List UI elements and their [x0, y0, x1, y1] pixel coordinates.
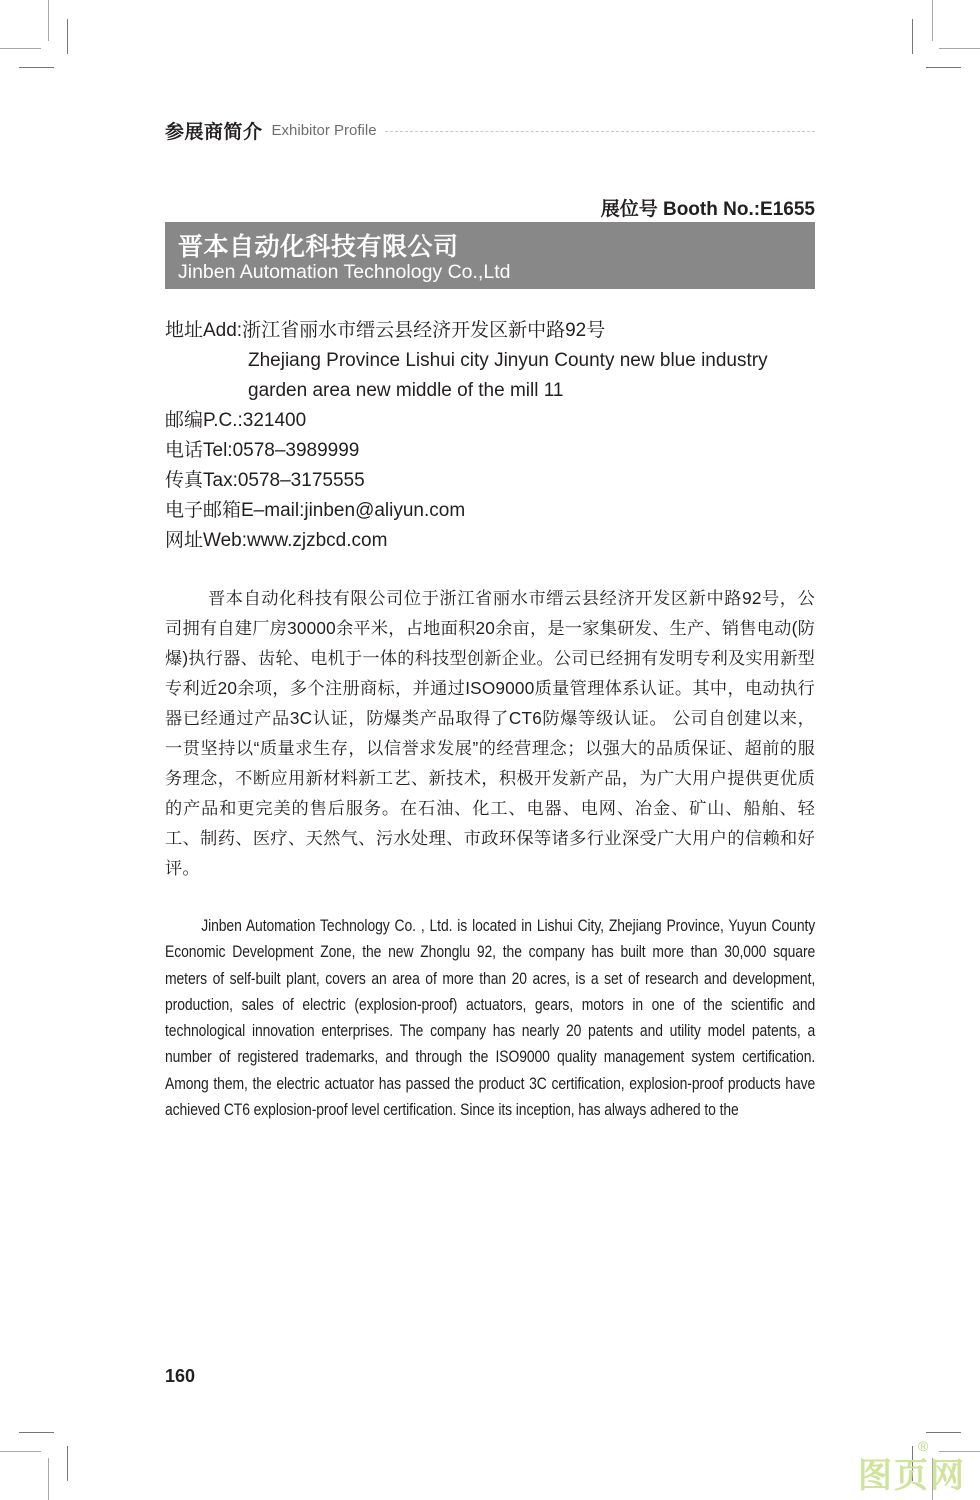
telephone: 电话Tel:0578–3989999 — [165, 440, 360, 461]
registered-icon: ® — [918, 1438, 931, 1454]
watermark-text: 图页网 — [858, 1457, 966, 1495]
watermark-logo — [858, 1438, 966, 1497]
crop-mark — [19, 67, 54, 68]
company-name-cn: 晋本自动化科技有限公司 — [178, 233, 459, 261]
crop-mark — [926, 1432, 961, 1433]
booth-number: 展位号 Booth No.:E1655 — [600, 199, 815, 220]
description-cn: 晋本自动化科技有限公司位于浙江省丽水市缙云县经济开发区新中路92号，公司拥有自建厂房30000余平米，占地面积20余亩，是一家集研发、生产、销售电动(防爆)执行器、齿轮、电机于一体的科技型创新企业。公司已经拥有发明专利及实用新型专利近20余项，多个注册商标，并通过ISO9000质量管理体系认证。其中，电动执行器已经通过产品3C认证，防爆类产品取得了CT6防爆等级认证。 公司自创建以来，一贯坚持以“质量求生存，以信誉求发展”的经营理念；以强大的品质保证、超前的服务理念，不断应用新材料新工艺、新技术，积极开发新产品，为广大用户提供更优质的产品和更完美的售后服务。在石油、化工、电器、电网、冶金、矿山、船舶、轻工、制药、医疗、天然气、污水处理、市政环保等诸多行业深受广大用户的信赖和好评。 — [165, 588, 815, 878]
crop-mark — [67, 19, 68, 54]
crop-mark — [932, 0, 933, 41]
postcode: 邮编P.C.:321400 — [165, 410, 307, 431]
crop-mark — [48, 0, 49, 41]
crop-mark — [0, 48, 41, 49]
address-label: 地址Add: — [165, 320, 243, 341]
address-cn: 浙江省丽水市缙云县经济开发区新中路92号 — [242, 320, 606, 341]
section-title-en: Exhibitor Profile — [271, 121, 377, 139]
crop-mark — [0, 1451, 41, 1452]
crop-mark — [67, 1446, 68, 1481]
company-banner — [165, 222, 815, 289]
address-en-line2: garden area new middle of the mill 11 — [248, 380, 564, 401]
address-en-line1: Zhejiang Province Lishui city Jinyun County new blue industry — [248, 350, 768, 371]
fax: 传真Tax:0578–3175555 — [165, 470, 365, 491]
section-header — [165, 117, 815, 143]
address-line — [165, 316, 825, 346]
crop-mark — [48, 1458, 49, 1500]
crop-mark — [939, 48, 980, 49]
email: 电子邮箱E–mail:jinben@aliyun.com — [165, 500, 466, 521]
crop-mark — [926, 67, 961, 68]
page-number: 160 — [165, 1366, 196, 1386]
section-title-cn: 参展商简介 — [165, 121, 263, 143]
description-en: Jinben Automation Technology Co. , Ltd. is located in Lishui City, Zhejiang Province, Yuyun County Economic Development Zone, the new Zhonglu 92, the company has built more than 30,000 square meters of self-built plant, covers an area of more than 20 acres, is a set of research and development, production, sales of electric (explosion-proof) actuators, gears, motors in one of the scientific and technological innovation enterprises. The company has nearly 20 patents and utility model patents, a number of registered trademarks, and through the ISO9000 quality management system certification. Among them, the electric actuator has passed the product 3C certification, explosion-proof products have achieved CT6 explosion-proof level certification. Since its inception, has always adhered to the — [165, 917, 816, 1120]
crop-mark — [19, 1432, 54, 1433]
company-name-en: Jinben Automation Technology Co.,Ltd — [178, 261, 511, 283]
crop-mark — [912, 19, 913, 54]
dashed-divider — [385, 131, 815, 132]
contact-info — [165, 316, 825, 556]
website: 网址Web:www.zjzbcd.com — [165, 530, 388, 551]
